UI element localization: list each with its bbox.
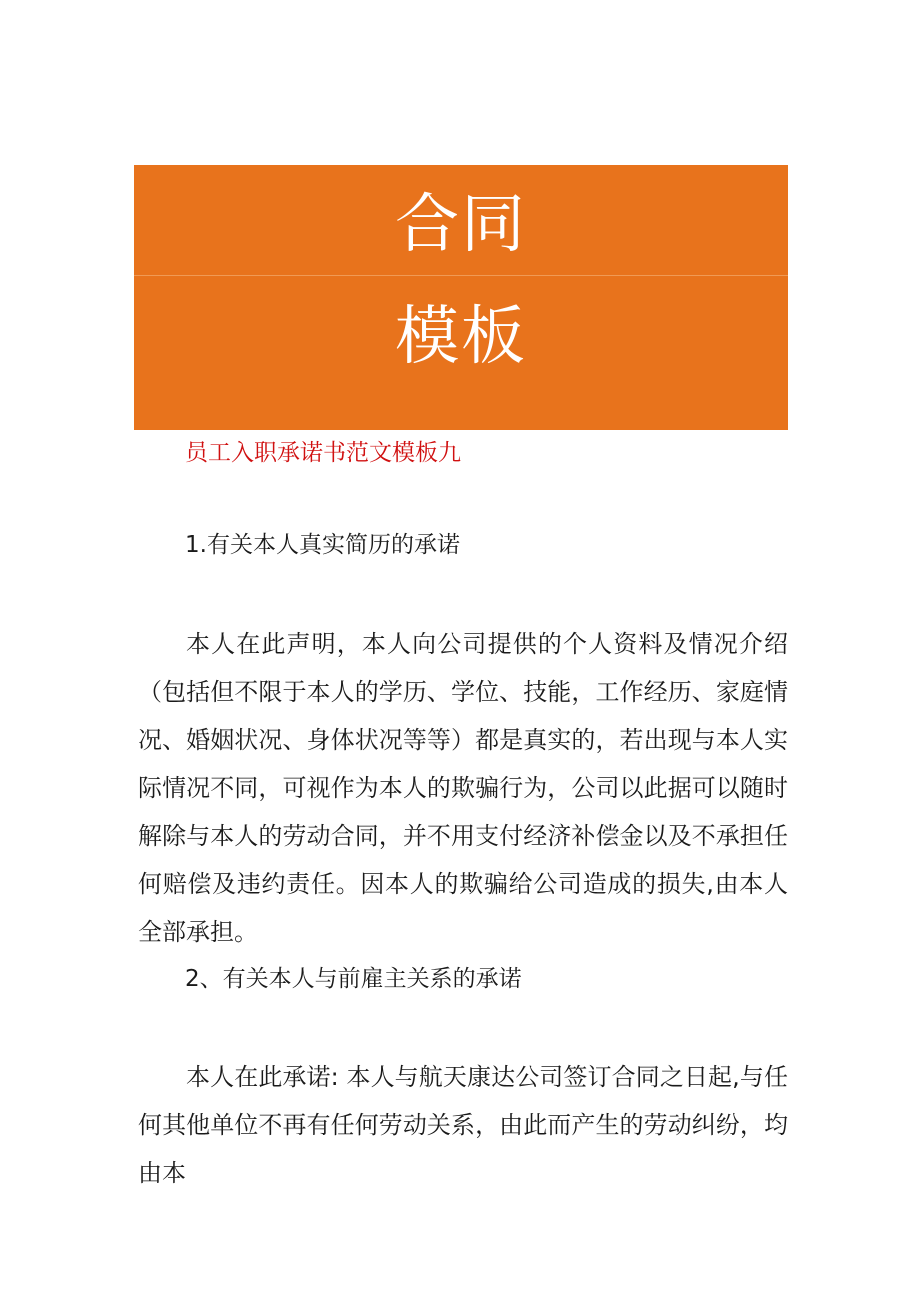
banner-title-line-2: 模板	[395, 300, 527, 374]
banner-title-line-1: 合同	[395, 188, 527, 262]
banner-divider	[134, 275, 788, 276]
document-title: 员工入职承诺书范文模板九	[185, 440, 461, 466]
section-1-body: 本人在此声明，本人向公司提供的个人资料及情况介绍（包括但不限于本人的学历、学位、技能，工作经历、家庭情况、婚姻状况、身体状况等等）都是真实的，若出现与本人实际情况不同，可视作为本人的欺骗行为，公司以此据可以随时解除与本人的劳动合同，并不用支付经济补偿金以及不承担任何赔偿及违约责任。因本人的欺骗给公司造成的损失,由本人全部承担。	[138, 630, 788, 946]
section-2-heading: 2、有关本人与前雇主关系的承诺	[185, 966, 522, 992]
section-2-body: 本人在此承诺: 本人与航天康达公司签订合同之日起,与任何其他单位不再有任何劳动关系，由此而产生的劳动纠纷，均由本	[138, 1063, 788, 1187]
cover-banner	[134, 165, 788, 430]
section-1-heading: 1.有关本人真实简历的承诺	[185, 532, 460, 558]
